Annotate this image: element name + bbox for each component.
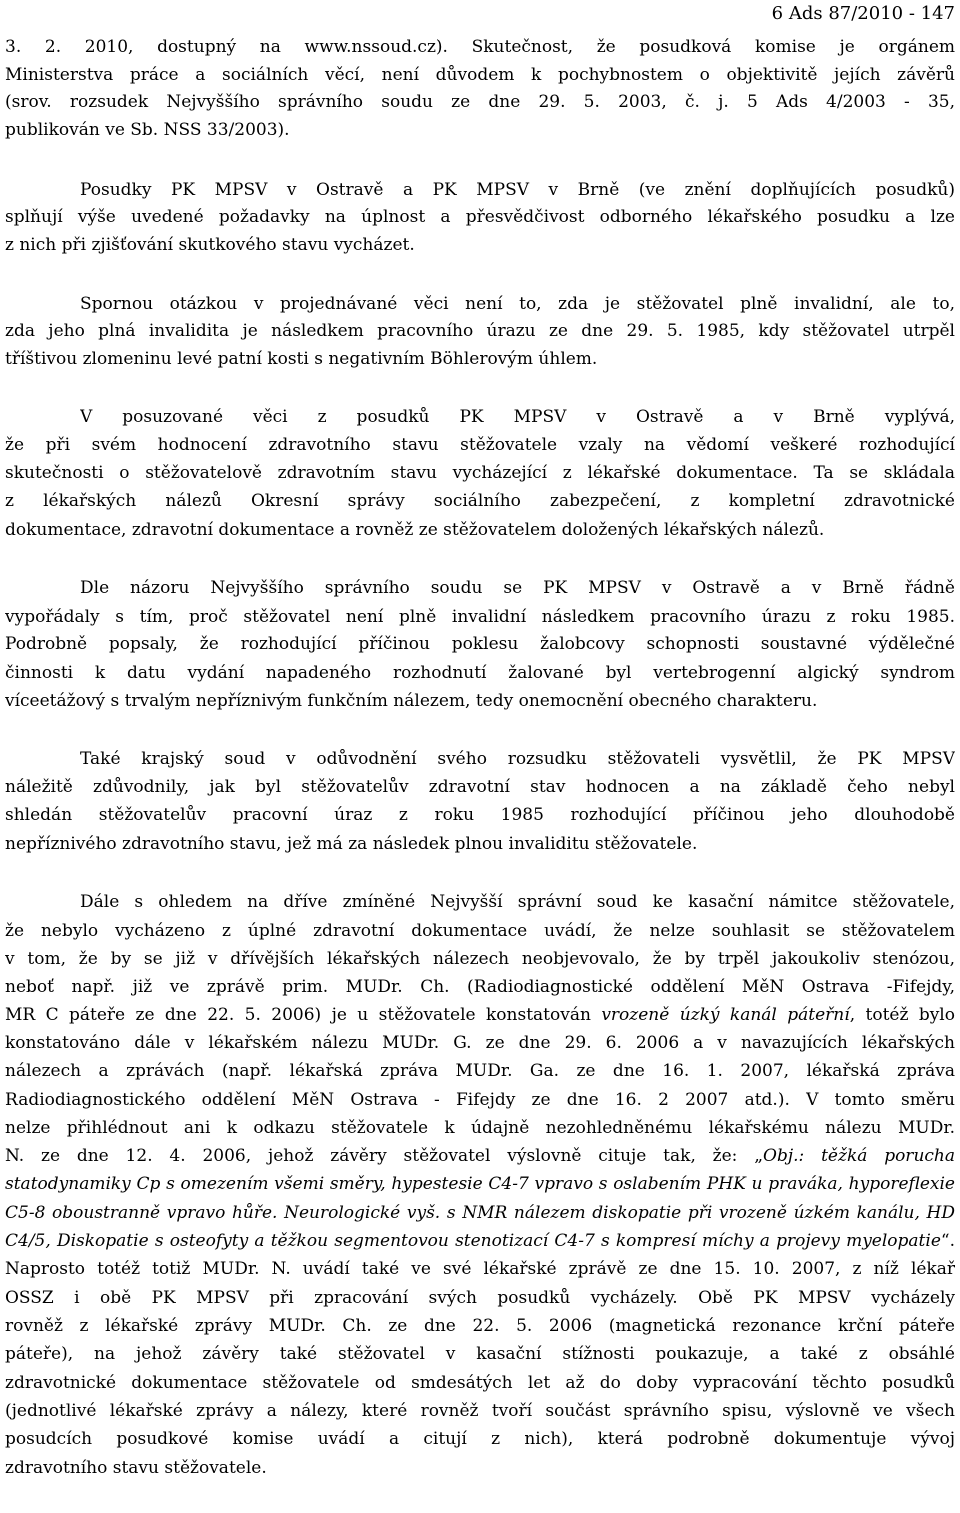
text-line: MR C páteře ze dne 22. 5. 2006) je u stěžovatele konstatován vrozeně úzký kanál páteřní, totéž bylo bbox=[5, 1005, 955, 1025]
text-line: V posuzované věci z posudků PK MPSV v Ostravě a v Brně vyplývá, bbox=[80, 407, 955, 427]
text-line: Dále s ohledem na dříve zmíněné Nejvyšší správní soud ke kasační námitce stěžovatele, bbox=[80, 892, 955, 912]
text-line: zdravotního stavu stěžovatele. bbox=[5, 1458, 267, 1478]
text-line: víceetážový s trvalým nepříznivým funkčním nálezem, tedy onemocnění obecného charakteru. bbox=[5, 691, 818, 711]
text-line: publikován ve Sb. NSS 33/2003). bbox=[5, 120, 290, 140]
text-line: OSSZ i obě PK MPSV při zpracování svých posudků vycházely. Obě PK MPSV vycházely bbox=[5, 1288, 955, 1308]
text-line: Posudky PK MPSV v Ostravě a PK MPSV v Brně (ve znění doplňujících posudků) bbox=[80, 180, 955, 200]
text-line: že při svém hodnocení zdravotního stavu stěžovatele vzaly na vědomí veškeré rozhodující bbox=[5, 435, 955, 455]
text-line: posudcích posudkové komise uvádí a citují z nich), která podrobně dokumentuje vývoj bbox=[5, 1429, 955, 1449]
text-line: nelze přihlédnout ani k odkazu stěžovatele k údajně nezohledněnému lékařskému nálezu MUDr. bbox=[5, 1118, 955, 1138]
text-line: dokumentace, zdravotní dokumentace a rovněž ze stěžovatelem doložených lékařských nálezů. bbox=[5, 520, 825, 540]
text-line: že nebylo vycházeno z úplné zdravotní dokumentace uvádí, že nelze souhlasit se stěžovatelem bbox=[5, 921, 955, 941]
text-line: Naprosto totéž totiž MUDr. N. uvádí také ve své lékařské zprávě ze dne 15. 10. 2007, z níž lékař bbox=[5, 1259, 955, 1279]
text-line: z lékařských nálezů Okresní správy sociálního zabezpečení, z kompletní zdravotnické bbox=[5, 491, 955, 511]
text-line: nálezech a zprávách (např. lékařská zpráva MUDr. Ga. ze dne 16. 1. 2007, lékařská zpráva bbox=[5, 1061, 955, 1081]
italic-quote: Obj.: těžká porucha bbox=[763, 1146, 955, 1166]
text-line: Také krajský soud v odůvodnění svého rozsudku stěžovateli vysvětlil, že PK MPSV bbox=[80, 749, 955, 769]
text-line: nepříznivého zdravotního stavu, jež má za následek plnou invaliditu stěžovatele. bbox=[5, 834, 698, 854]
case-reference: 6 Ads 87/2010 - 147 bbox=[771, 3, 955, 24]
text-line: (srov. rozsudek Nejvyššího správního soudu ze dne 29. 5. 2003, č. j. 5 Ads 4/2003 - 35, bbox=[5, 92, 955, 112]
text-line: Podrobně popsaly, že rozhodující příčinou poklesu žalobcovy schopnosti soustavné výdělečné bbox=[5, 634, 955, 654]
italic-quote: statodynamiky Cp s omezením všemi směry, hypestesie C4-7 vpravo s oslabením PHK u pravákа, hyporeflexie bbox=[5, 1174, 955, 1194]
text-line: konstatováno dále v lékařském nálezu MUDr. G. ze dne 29. 6. 2006 a v navazujících lékařských bbox=[5, 1033, 955, 1053]
text-line: C4/5, Diskopatie s osteofyty a těžkou segmentovou stenotizací C4-7 s kompresí míchy a projevy myelopatie“. bbox=[5, 1231, 955, 1251]
text-line: páteře), na jehož závěry také stěžovatel v kasační stížnosti poukazuje, a také z obsáhlé bbox=[5, 1344, 955, 1364]
text-line: splňují výše uvedené požadavky na úplnost a přesvědčivost odborného lékařského posudku a lze bbox=[5, 207, 955, 227]
text-line: tříštivou zlomeninu levé patní kosti s negativním Böhlerovým úhlem. bbox=[5, 349, 598, 369]
text-line: zda jeho plná invalidita je následkem pracovního úrazu ze dne 29. 5. 1985, kdy stěžovatel utrpěl bbox=[5, 321, 955, 341]
text-line: N. ze dne 12. 4. 2006, jehož závěry stěžovatel výslovně cituje tak, že: „Obj.: těžká porucha bbox=[5, 1146, 955, 1166]
text-line: Radiodiagnostického oddělení MěN Ostrava - Fifejdy ze dne 16. 2 2007 atd.). V tomto směru bbox=[5, 1090, 955, 1110]
text-line: z nich při zjišťování skutkového stavu vycházet. bbox=[5, 235, 415, 255]
text-line: neboť např. již ve zprávě prim. MUDr. Ch. (Radiodiagnostické oddělení MěN Ostrava -Fifejdy, bbox=[5, 977, 955, 997]
italic-quote: vrozeně úzký kanál páteřní bbox=[601, 1005, 850, 1025]
text-line: Dle názoru Nejvyššího správního soudu se PK MPSV v Ostravě a v Brně řádně bbox=[80, 578, 955, 598]
italic-quote: C5-8 oboustranně vpravo hůře. Neurologické vyš. s NMR nálezem diskopatie při vrozeně úzkém kanálu, HD bbox=[5, 1203, 955, 1223]
text-line: náležitě zdůvodnily, jak byl stěžovatelův zdravotní stav hodnocen a na základě čeho nebyl bbox=[5, 777, 955, 797]
text-line: vypořádaly s tím, proč stěžovatel není plně invalidní následkem pracovního úrazu z roku 1985. bbox=[5, 607, 955, 627]
text-line bbox=[5, 1170, 955, 1198]
text-line: činnosti k datu vydání napadeného rozhodnutí žalované byl vertebrogenní algický syndrom bbox=[5, 663, 955, 683]
text-line: v tom, že by se již v dřívějších lékařských nálezech neobjevovalo, že by trpěl jakoukoliv stenózou, bbox=[5, 949, 955, 969]
text-line: rovněž z lékařské zprávy MUDr. Ch. ze dne 22. 5. 2006 (magnetická rezonance krční páteře bbox=[5, 1316, 955, 1336]
text-line: zdravotnické dokumentace stěžovatele od smdesátých let až do doby vypracování těchto posudků bbox=[5, 1373, 955, 1393]
text-line: (jednotlivé lékařské zprávy a nálezy, které rovněž tvoří součást správního spisu, výslovně ve všech bbox=[5, 1401, 955, 1421]
text-line bbox=[5, 1199, 955, 1227]
text-line: Ministerstva práce a sociálních věcí, není důvodem k pochybnostem o objektivitě jejích závěrů bbox=[5, 65, 955, 85]
text-line: 3. 2. 2010, dostupný na www.nssoud.cz). Skutečnost, že posudková komise je orgánem bbox=[5, 37, 955, 57]
text-line: shledán stěžovatelův pracovní úraz z roku 1985 rozhodující příčinou jeho dlouhodobě bbox=[5, 805, 955, 825]
italic-quote: C4/5, Diskopatie s osteofyty a těžkou segmentovou stenotizací C4-7 s kompresí míchy a projevy myelopatie bbox=[5, 1231, 941, 1251]
text-line: skutečnosti o stěžovatelově zdravotním stavu vycházející z lékařské dokumentace. Ta se skládala bbox=[5, 463, 955, 483]
text-line: Spornou otázkou v projednávané věci není to, zda je stěžovatel plně invalidní, ale to, bbox=[80, 294, 955, 314]
